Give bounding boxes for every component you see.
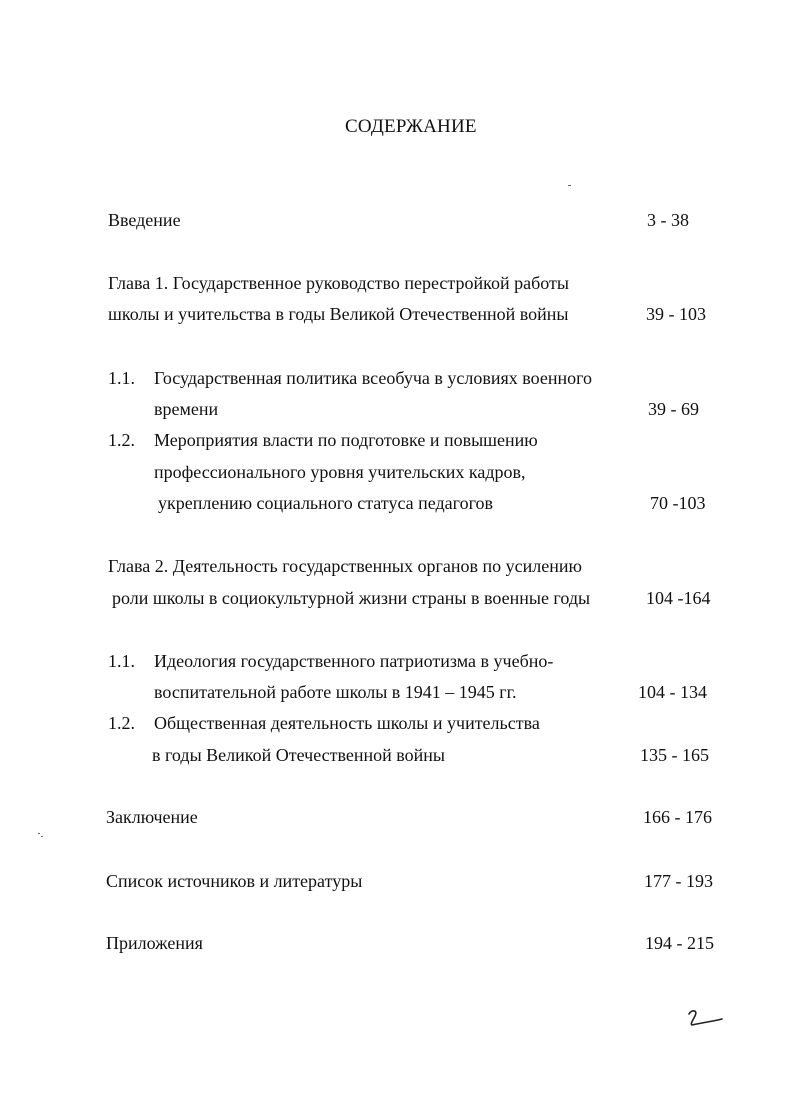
toc-ch1-section1-line2: времени: [154, 399, 219, 419]
toc-conclusion-pages: 166 - 176: [643, 807, 712, 827]
toc-intro-pages: 3 - 38: [647, 210, 689, 230]
toc-ch1-section1-line1: Государственная политика всеобуча в условиях военного: [154, 368, 593, 388]
scan-speck: [38, 833, 40, 834]
toc-ch1-section1-num: 1.1.: [108, 368, 135, 388]
toc-appendix-pages: 194 - 215: [645, 933, 714, 953]
toc-chapter2-line2: роли школы в социокультурной жизни страны в военные годы: [112, 588, 591, 608]
toc-ch1-section2-line3: укреплению социального статуса педагогов: [158, 493, 494, 513]
toc-chapter1-line1: Глава 1. Государственное руководство перестройкой работы: [108, 273, 569, 293]
toc-chapter1-pages: 39 - 103: [646, 304, 706, 324]
toc-ch1-section2-line2: профессионального уровня учительских кадров,: [154, 462, 526, 482]
toc-ch2-section2-num: 1.2.: [108, 713, 135, 733]
toc-ch1-section1-pages: 39 - 69: [648, 399, 699, 419]
toc-chapter2-pages: 104 -164: [646, 588, 711, 608]
toc-ch2-section1-line1: Идеология государственного патриотизма в учебно-: [154, 651, 554, 671]
toc-ch2-section2-pages: 135 - 165: [640, 745, 709, 765]
toc-appendix-label: Приложения: [106, 933, 203, 953]
toc-sources-label: Список источников и литературы: [106, 871, 363, 891]
toc-ch2-section2-line2: в годы Великой Отечественной войны: [152, 745, 446, 765]
scan-speck: [568, 185, 571, 186]
toc-chapter2-line1: Глава 2. Деятельность государственных органов по усилению: [108, 556, 582, 576]
page-title: СОДЕРЖАНИЕ: [345, 116, 477, 137]
toc-ch2-section2-line1: Общественная деятельность школы и учительства: [154, 713, 540, 733]
toc-ch2-section1-pages: 104 - 134: [638, 682, 707, 702]
toc-ch1-section2-pages: 70 -103: [650, 493, 706, 513]
handwritten-page-mark: [686, 1005, 726, 1031]
scan-speck: [41, 836, 43, 837]
toc-chapter1-line2: школы и учительства в годы Великой Отечественной войны: [108, 304, 569, 324]
toc-ch1-section2-num: 1.2.: [108, 430, 135, 450]
toc-intro-label: Введение: [108, 210, 181, 230]
toc-sources-pages: 177 - 193: [644, 871, 713, 891]
toc-ch1-section2-line1: Мероприятия власти по подготовке и повышению: [154, 430, 538, 450]
toc-ch2-section1-num: 1.1.: [108, 651, 135, 671]
toc-ch2-section1-line2: воспитательной работе школы в 1941 – 1945 гг.: [154, 682, 517, 702]
toc-conclusion-label: Заключение: [106, 807, 198, 827]
